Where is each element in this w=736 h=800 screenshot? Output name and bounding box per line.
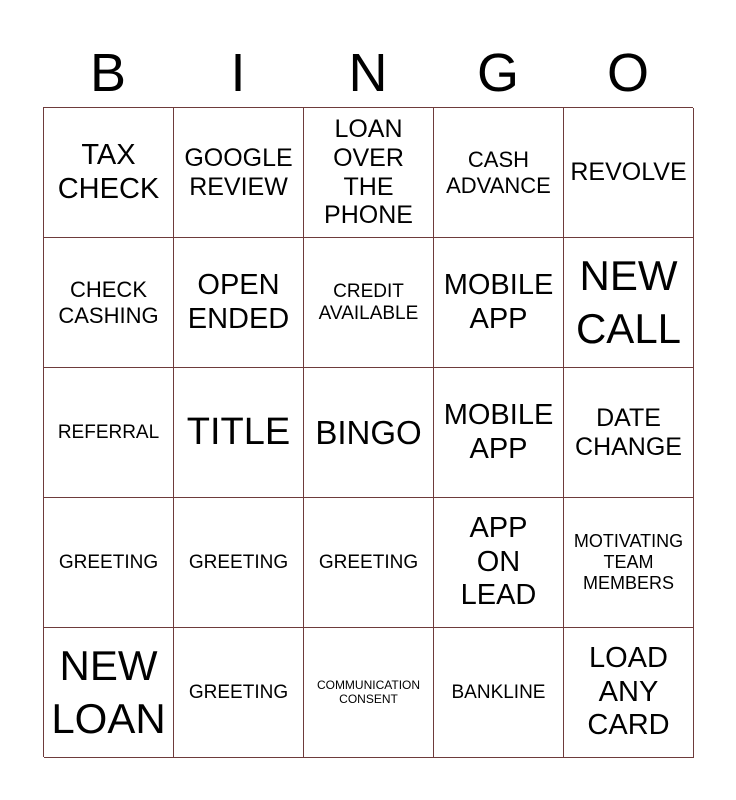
- bingo-cell-r5-c4[interactable]: [434, 628, 564, 758]
- cell-label: BANKLINE: [451, 681, 546, 703]
- bingo-cell-r4-c1[interactable]: [44, 498, 174, 628]
- cell-label: LOAN OVER THE PHONE: [324, 115, 413, 230]
- bingo-cell-r5-c5[interactable]: [564, 628, 694, 758]
- bingo-cell-r1-c1[interactable]: [44, 108, 174, 238]
- cell-label: LOAD ANY CARD: [587, 642, 670, 742]
- cell-label: GOOGLE REVIEW: [184, 143, 293, 201]
- header-letter-b: B: [89, 43, 127, 103]
- bingo-cell-r5-c1[interactable]: [44, 628, 174, 758]
- cell-label: GREETING: [188, 551, 289, 573]
- cell-label: GREETING: [58, 551, 159, 573]
- bingo-cell-r3-c2[interactable]: [174, 368, 304, 498]
- bingo-cell-r2-c2[interactable]: [174, 238, 304, 368]
- cell-label: CHECK CASHING: [58, 277, 159, 328]
- cell-label: NEW CALL: [575, 252, 682, 352]
- bingo-cell-r1-c4[interactable]: [434, 108, 564, 238]
- bingo-cell-r1-c5[interactable]: [564, 108, 694, 238]
- cell-label: MOBILE APP: [443, 269, 554, 335]
- cell-label: REFERRAL: [57, 421, 160, 443]
- bingo-cell-r5-c3[interactable]: [304, 628, 434, 758]
- bingo-cell-r2-c5[interactable]: [564, 238, 694, 368]
- bingo-board: [43, 107, 693, 757]
- cell-label: GREETING: [188, 681, 289, 703]
- header-letter-o: O: [606, 43, 649, 103]
- header-letter-i: I: [230, 43, 246, 103]
- bingo-cell-r4-c4[interactable]: [434, 498, 564, 628]
- cell-label: APP ON LEAD: [460, 512, 537, 612]
- cell-label: TITLE: [186, 410, 291, 453]
- cell-label: MOTIVATING TEAM MEMBERS: [573, 531, 684, 593]
- bingo-cell-r4-c2[interactable]: [174, 498, 304, 628]
- cell-label: DATE CHANGE: [575, 403, 682, 461]
- bingo-cell-r2-c4[interactable]: [434, 238, 564, 368]
- cell-label: REVOLVE: [570, 158, 687, 187]
- bingo-cell-r3-c4[interactable]: [434, 368, 564, 498]
- bingo-cell-r5-c2[interactable]: [174, 628, 304, 758]
- bingo-cell-r2-c1[interactable]: [44, 238, 174, 368]
- cell-label: TAX CHECK: [57, 139, 160, 205]
- bingo-cell-r3-c5[interactable]: [564, 368, 694, 498]
- bingo-cell-r1-c2[interactable]: [174, 108, 304, 238]
- cell-label: OPEN ENDED: [187, 269, 290, 335]
- bingo-cell-r3-c3[interactable]: [304, 368, 434, 498]
- cell-label: GREETING: [318, 551, 419, 573]
- bingo-cell-r1-c3[interactable]: [304, 108, 434, 238]
- cell-label: MOBILE APP: [443, 399, 554, 465]
- cell-label: NEW LOAN: [51, 642, 166, 742]
- bingo-cell-r3-c1[interactable]: [44, 368, 174, 498]
- bingo-cell-r4-c3[interactable]: [304, 498, 434, 628]
- bingo-cell-r2-c3[interactable]: [304, 238, 434, 368]
- cell-label: COMMUNICATION CONSENT: [316, 677, 421, 706]
- cell-label: BINGO: [315, 413, 422, 451]
- header-letter-n: N: [348, 43, 388, 103]
- bingo-header: [43, 40, 693, 106]
- bingo-cell-r4-c5[interactable]: [564, 498, 694, 628]
- header-letter-g: G: [476, 43, 519, 103]
- cell-label: CASH ADVANCE: [446, 147, 551, 198]
- cell-label: CREDIT AVAILABLE: [318, 280, 419, 324]
